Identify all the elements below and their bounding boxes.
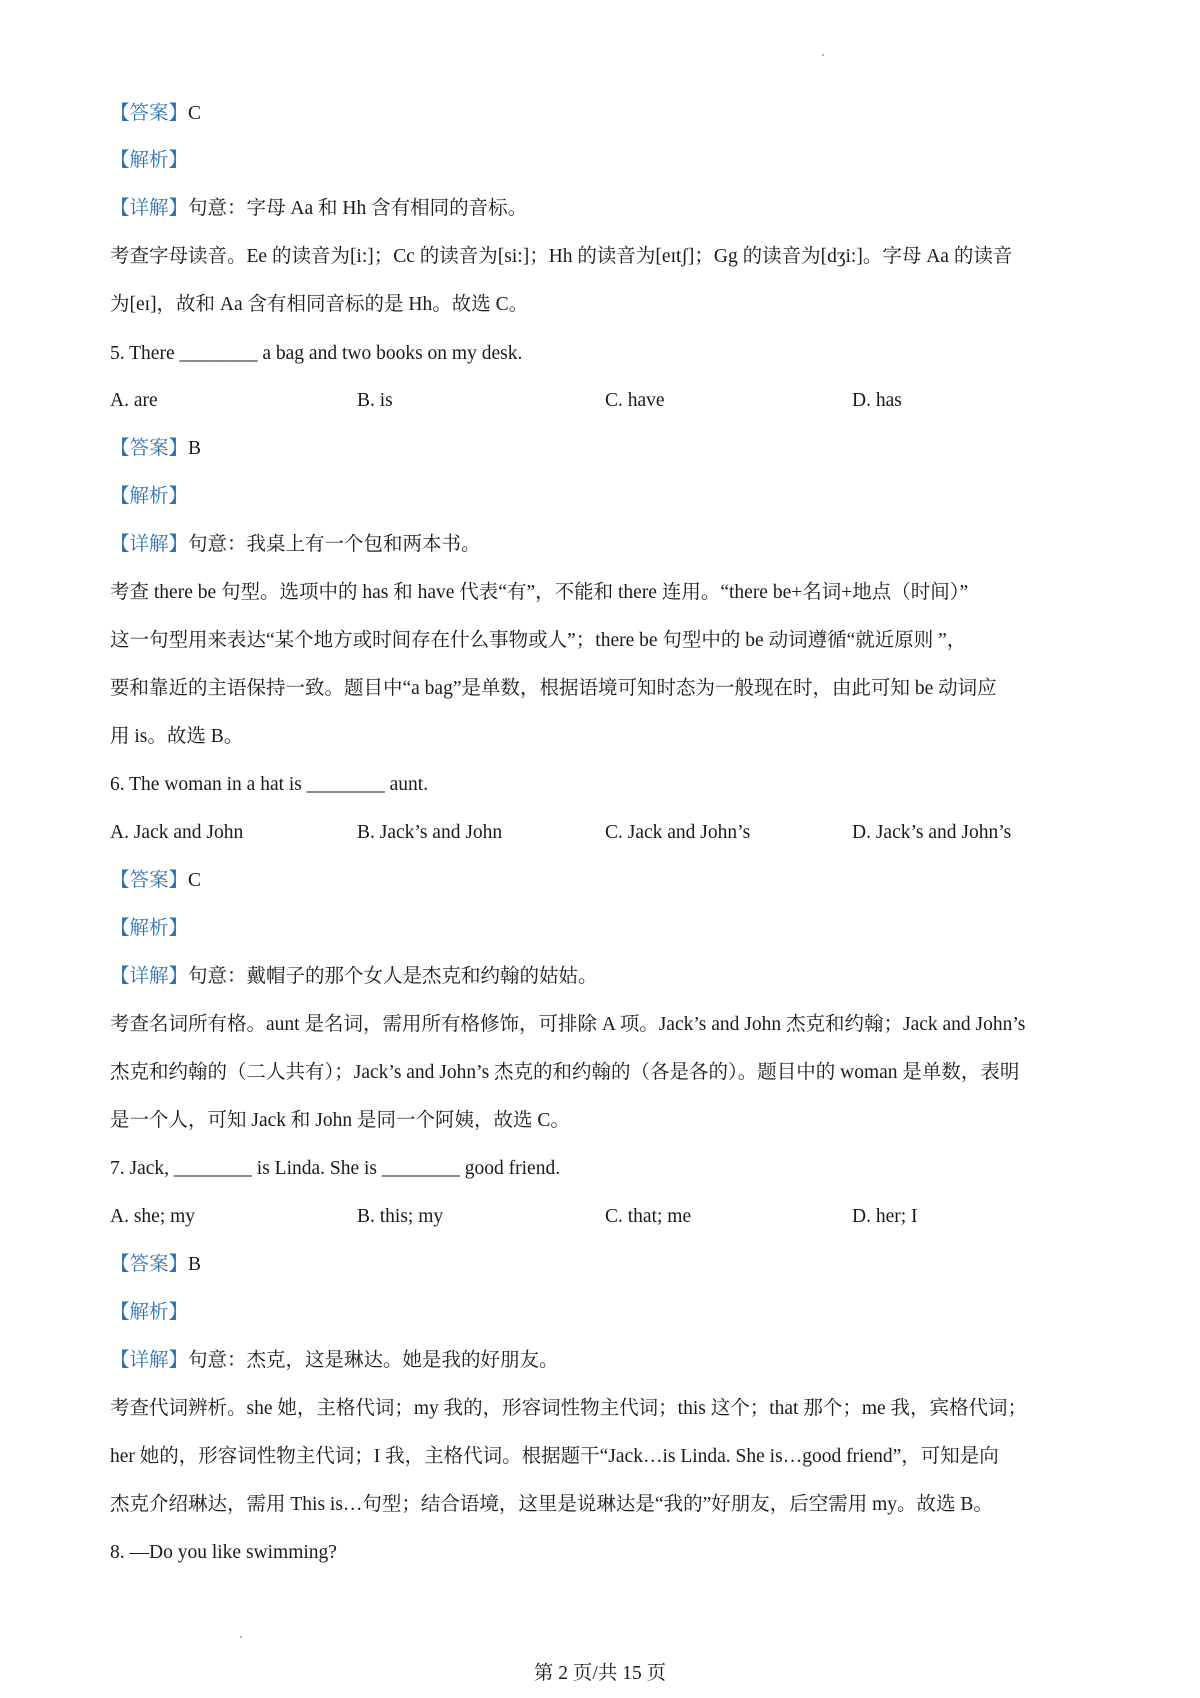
question-7: 7. Jack, ________ is Linda. She is ________ good friend. [110,1158,561,1179]
explanation-line: 杰克和约翰的（二人共有）；Jack’s and John’s 杰克的和约翰的（各是各的）。题目中的 woman 是单数，表明 [110,1062,1020,1083]
explanation-line: 要和靠近的主语保持一致。题目中“a bag”是单数，根据语境可知时态为一般现在时，由此可知 be 动词应 [110,678,997,699]
explanation-line: 是一个人，可知 Jack 和 John 是同一个阿姨，故选 C。 [110,1110,570,1131]
answer-value: C [188,103,202,124]
analysis-heading [110,147,188,175]
analysis-heading [110,1299,188,1327]
explanation-line: 为[eɪ]，故和 Aa 含有相同音标的是 Hh。故选 C。 [110,294,529,315]
answer-value: B [188,438,202,459]
q5-option-c: C. have [605,390,665,411]
q5-option-d: D. has [852,390,902,411]
detail-text: 句意：杰克，这是琳达。她是我的好朋友。 [188,1350,559,1371]
detail-text: 句意：我桌上有一个包和两本书。 [188,534,481,555]
speck-bottom [240,1636,242,1638]
question-6: 6. The woman in a hat is ________ aunt. [110,774,429,795]
detail-tag: 【详解】 [110,966,189,987]
q6-option-a: A. Jack and John [110,822,244,843]
explanation-line: 考查字母读音。Ee 的读音为[i:]；Cc 的读音为[si:]；Hh 的读音为[eɪtʃ]；Gg 的读音为[dʒi:]。字母 Aa 的读音 [110,246,1013,267]
analysis-tag: 【解析】 [110,918,189,939]
question-5: 5. There ________ a bag and two books on my desk. [110,343,523,364]
answer-value: B [188,1254,202,1275]
answer-tag: 【答案】 [110,103,189,124]
answer-line [110,100,201,128]
detail-tag: 【详解】 [110,1350,189,1371]
answer-tag: 【答案】 [110,438,189,459]
q5-option-a: A. are [110,390,158,411]
question-8: 8. —Do you like swimming? [110,1542,337,1563]
explanation-line: 这一句型用来表达“某个地方或时间存在什么事物或人”；there be 句型中的 be 动词遵循“就近原则 ”， [110,630,967,651]
analysis-heading [110,483,188,511]
speck-top [822,54,824,56]
analysis-tag: 【解析】 [110,486,189,507]
detail-line [110,531,481,559]
q6-option-d: D. Jack’s and John’s [852,822,1012,843]
detail-tag: 【详解】 [110,534,189,555]
answer-line [110,435,201,463]
detail-tag: 【详解】 [110,198,189,219]
explanation-line: 用 is。故选 B。 [110,726,244,747]
answer-line [110,867,201,895]
detail-line [110,963,598,991]
answer-value: C [188,870,202,891]
q7-option-a: A. she; my [110,1206,196,1227]
detail-line [110,1347,559,1375]
explanation-line: 杰克介绍琳达，需用 This is…句型；结合语境，这里是说琳达是“我的”好朋友，后空需用 my。故选 B。 [110,1494,993,1515]
answer-tag: 【答案】 [110,870,189,891]
answer-line [110,1251,201,1279]
analysis-tag: 【解析】 [110,1302,189,1323]
q7-option-d: D. her; I [852,1206,918,1227]
q5-option-b: B. is [357,390,393,411]
q6-option-b: B. Jack’s and John [357,822,503,843]
q7-option-c: C. that; me [605,1206,692,1227]
q7-option-b: B. this; my [357,1206,444,1227]
detail-line [110,195,527,223]
explanation-line: 考查 there be 句型。选项中的 has 和 have 代表“有”，不能和 there 连用。“there be+名词+地点（时间）” [110,582,969,603]
explanation-line: her 她的，形容词性物主代词；I 我，主格代词。根据题干“Jack…is Linda. She is…good friend”，可知是向 [110,1446,999,1467]
explanation-line: 考查代词辨析。she 她，主格代词；my 我的，形容词性物主代词；this 这个；that 那个；me 我，宾格代词； [110,1398,1028,1419]
detail-text: 句意：字母 Aa 和 Hh 含有相同的音标。 [188,198,528,219]
analysis-tag: 【解析】 [110,150,189,171]
analysis-heading [110,915,188,943]
detail-text: 句意：戴帽子的那个女人是杰克和约翰的姑姑。 [188,966,598,987]
page-number-footer: 第 2 页/共 15 页 [533,1663,667,1684]
explanation-line: 考查名词所有格。aunt 是名词，需用所有格修饰，可排除 A 项。Jack’s and John 杰克和约翰；Jack and John’s [110,1014,1026,1035]
answer-tag: 【答案】 [110,1254,189,1275]
q6-option-c: C. Jack and John’s [605,822,751,843]
